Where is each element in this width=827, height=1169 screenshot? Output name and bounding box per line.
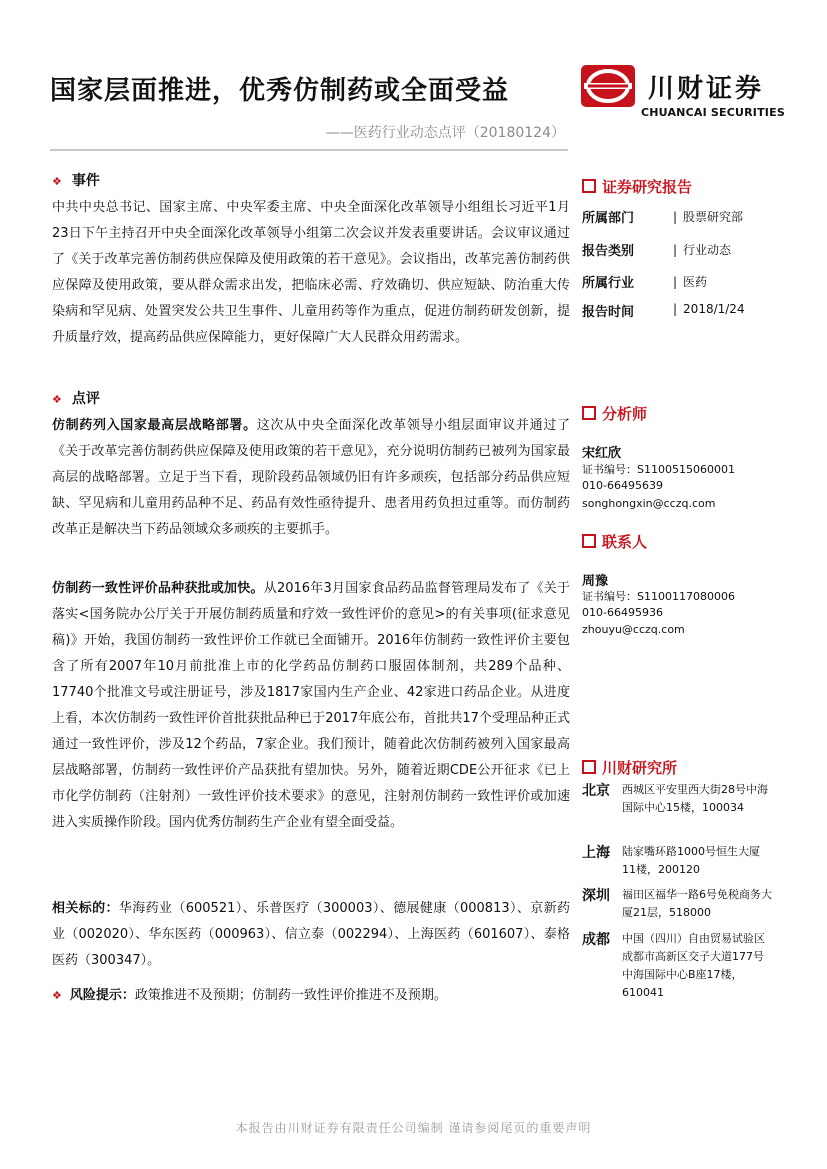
square-bullet-icon [582,760,596,774]
analyst-phone: 010-66495639 [582,479,663,492]
analyst-cert: 证书编号：S1100515060001 [582,463,735,476]
industry-label: 所属行业 [582,276,635,291]
page-subtitle: ——医药行业动态点评（20180124） [325,125,565,141]
related-stocks-paragraph: 相关标的：华海药业（600521）、乐普医疗（300003）、德展健康（000813）、京新药业（002020）、华东医药（000963）、信立泰（002294）、上海医药（601607）、泰格医药（300347）。 [52,901,570,968]
logo-text-en: CHUANCAI SECURITIES [641,106,785,119]
square-bullet-icon [582,406,596,420]
diamond-bullet-icon: ❖ [52,175,62,188]
address-chengdu: 中国（四川）自由贸易试验区成都市高新区交子大道177号中海国际中心B座17楼，610041 [622,932,765,999]
diamond-bullet-icon: ❖ [52,393,62,406]
square-bullet-icon [582,534,596,548]
comment-paragraph-1: 仿制药列入国家最高层战略部署。这次从中央全面深化改革领导小组层面审议并通过了《关于改革完善仿制药供应保障及使用政策的若干意见》，充分说明仿制药已被列为国家最高层的战略部署。立足于当下看，现阶段药品领域仍旧有许多顽疾，包括部分药品供应短缺、罕见病和儿童用药品种不足、药品有效性亟待提升、患者用药负担过重等。而仿制药改革正是解决当下药品领域众多顽疾的主要抓手。 [52,418,570,537]
dept-label: 所属部门 [582,211,635,226]
city-beijing: 北京 [582,783,610,799]
industry-value: | 医药 [673,273,707,290]
dept-value: | 股票研究部 [673,208,743,225]
event-paragraph: 中共中央总书记、国家主席、中央军委主席、中央全面深化改革领导小组组长习近平1月23日下午主持召开中央全面深化改革领导小组第二次会议并发表重要讲话。会议审议通过了《关于改革完善仿制药供应保障及使用政策的若干意见》。会议指出，改革完善仿制药供应保障及使用政策，要从群众需求出发，把临床必需、疗效确切、供应短缺、防治重大传染病和罕见病、处置突发公共卫生事件、儿童用药等作为重点，促进仿制药研发创新，提升质量疗效，提高药品供应保障能力，更好保障广大人民群众用药需求。 [52,200,570,345]
comment-heading: ❖ 点评 [52,391,100,407]
contact-heading: 联系人 [582,531,647,552]
chuancai-logo-icon [580,64,636,108]
contact-cert: 证书编号：S1100117080006 [582,590,735,603]
city-shanghai: 上海 [582,845,610,861]
contact-phone: 010-66495936 [582,606,663,619]
type-label: 报告类别 [582,244,635,259]
city-chengdu: 成都 [582,932,610,948]
date-value: | 2018/1/24 [673,302,745,316]
risk-paragraph: ❖ 风险提示：政策推进不及预期；仿制药一致性评价推进不及预期。 [52,988,447,1003]
address-shanghai: 陆家嘴环路1000号恒生大厦11楼，200120 [622,845,760,876]
comment-paragraph-2: 仿制药一致性评价品种获批或加快。从2016年3月国家食品药品监督管理局发布了《关于落实<国务院办公厅关于开展仿制药质量和疗效一致性评价的意见>的有关事项(征求意见稿)》开始，我国仿制药一致性评价工作就已全面铺开。2016年仿制药一致性评价主要包含了所有2007年10月前批准上市的化学药品仿制药口服固体制剂，共289个品种、17740个批准文号或注册证号，涉及1817家国内生产企业、42家进口药品企业。从进度上看，本次仿制药一致性评价首批获批品种已于2017年底公布，首批共17个受理品种正式通过一致性评价，涉及12个药品，7家企业。我们预计，随着此次仿制药被列入国家最高层战略部署，仿制药一致性评价产品获批有望加快。另外，随着近期CDE公开征求《已上市化学仿制药（注射剂）一致性评价技术要求》的意见，注射剂仿制药一致性评价或加速进入实质操作阶段。国内优秀仿制药生产企业有望全面受益。 [52,581,570,830]
diamond-bullet-icon: ❖ [52,989,62,1002]
contact-email: zhouyu@cczq.com [582,623,685,636]
institute-heading: 川财研究所 [582,757,677,778]
square-bullet-icon [582,179,596,193]
city-shenzhen: 深圳 [582,888,610,904]
date-label: 报告时间 [582,305,635,320]
logo-text-cn: 川财证券 [648,74,765,104]
footer-disclaimer: 本报告由川财证券有限责任公司编制 谨请参阅尾页的重要声明 [235,1121,592,1135]
report-heading: 证券研究报告 [582,176,692,197]
type-value: | 行业动态 [673,241,731,258]
header-divider [50,149,568,151]
address-beijing: 西城区平安里西大街28号中海国际中心15楼，100034 [622,783,768,814]
analyst-email: songhongxin@cczq.com [582,497,716,510]
contact-name: 周豫 [582,574,609,589]
analyst-name: 宋红欣 [582,446,622,461]
analyst-heading: 分析师 [582,403,647,424]
address-shenzhen: 福田区福华一路6号免税商务大厦21层，518000 [622,888,772,919]
page-title: 国家层面推进，优秀仿制药或全面受益 [50,76,510,106]
event-heading: ❖ 事件 [52,173,100,189]
